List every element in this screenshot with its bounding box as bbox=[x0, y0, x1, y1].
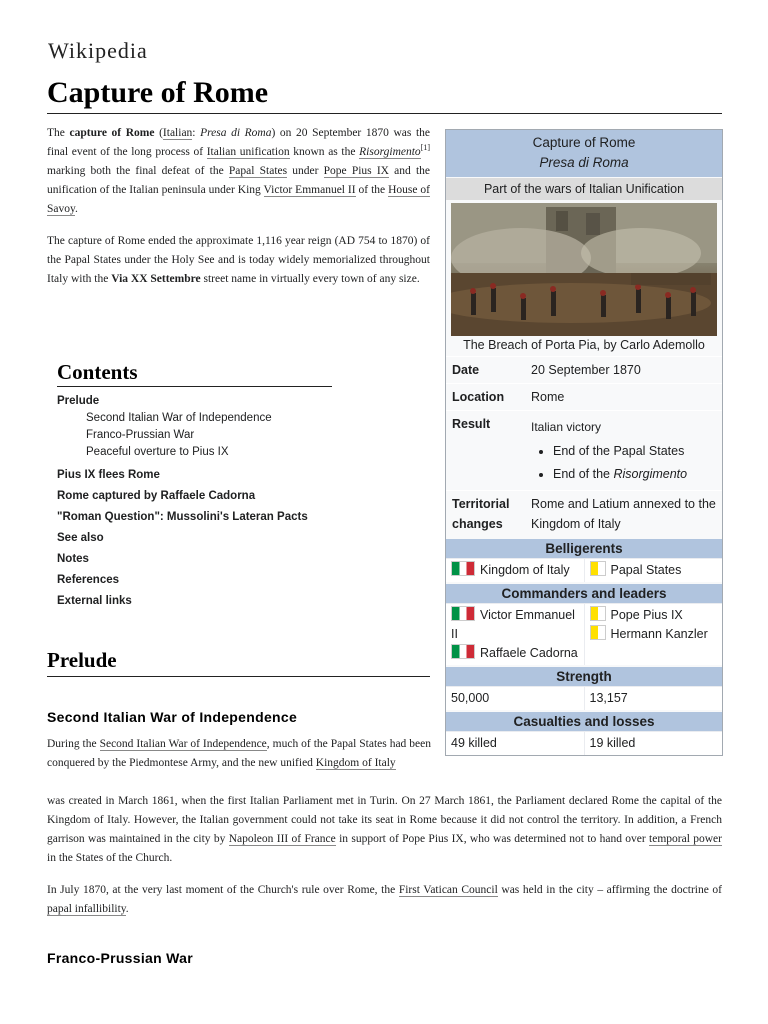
toc-title: Contents bbox=[57, 360, 332, 387]
wikipedia-wordmark[interactable]: Wikipedia bbox=[48, 38, 148, 63]
toc-item-roman-question[interactable]: "Roman Question": Mussolini's Lateran Pacts bbox=[57, 511, 308, 523]
subsection-heading-second-italian-war: Second Italian War of Independence bbox=[47, 709, 298, 725]
toc-item-second-italian-war[interactable]: Second Italian War of Independence bbox=[86, 412, 272, 424]
link-napoleon-iii[interactable]: Napoleon III of France bbox=[228, 833, 336, 845]
link-kingdom-of-italy[interactable]: Kingdom of Italy bbox=[480, 563, 570, 577]
citation-1[interactable]: [1] bbox=[420, 143, 431, 153]
link-risorgimento[interactable]: Risorgimento bbox=[359, 146, 421, 158]
infobox-belligerents-head: Belligerents bbox=[446, 539, 722, 558]
article-subject-bold: capture of Rome bbox=[69, 127, 155, 139]
link-pope-pius-ix[interactable]: Pope Pius IX bbox=[323, 165, 389, 177]
result-bullet-1: • End of the Papal States bbox=[553, 441, 716, 461]
table-of-contents bbox=[57, 360, 332, 612]
infobox-part-of[interactable]: Part of the wars of Italian Unification bbox=[446, 178, 722, 200]
toc-item-prelude[interactable]: Prelude bbox=[57, 395, 100, 407]
section-heading-prelude: Prelude bbox=[47, 648, 430, 677]
toc-item-peaceful-overture[interactable]: Peaceful overture to Pius IX bbox=[86, 446, 229, 458]
toc-item-references[interactable]: References bbox=[57, 574, 120, 586]
italy-flag-icon bbox=[451, 561, 475, 576]
page-title: Capture of Rome bbox=[47, 76, 722, 114]
intro-paragraph-2: The capture of Rome ended the approximate 1,116 year reign (AD 754 to 1870) of the Papal States under the Holy See and is today widely memorialized throughout Italy with the Via XX Settembre street name in virtually every town of any size. bbox=[47, 235, 430, 285]
subsection-heading-franco-prussian-war: Franco-Prussian War bbox=[47, 950, 193, 966]
link-papal-infallibility[interactable]: papal infallibility bbox=[47, 903, 126, 915]
link-kingdom-of-italy-text[interactable]: Kingdom of Italy bbox=[315, 757, 396, 769]
link-papal-states-belligerent[interactable]: Papal States bbox=[610, 563, 682, 577]
infobox-casualties: 49 killed 19 killed bbox=[446, 731, 722, 755]
link-papal-states[interactable]: Papal States bbox=[228, 165, 288, 177]
link-second-italian-war[interactable]: Second Italian War of Independence bbox=[99, 738, 267, 750]
link-first-vatican-council[interactable]: First Vatican Council bbox=[398, 884, 498, 896]
link-italian[interactable]: Italian bbox=[162, 127, 193, 139]
result-bullet-2: • End of the Risorgimento bbox=[553, 464, 716, 484]
prelude-paragraph-1-continued: was created in March 1861, when the first Italian Parliament met in Turin. On 27 March 1861, the Parliament declared Rome the capital of the Kingdom of Italy. However, the Italian government could not take its seat in Rome because it did not control the territory. In addition, a French garrison was maintained in the city by Napoleon III of France in support of Pope Pius IX, who was determined not to hand over temporal power in the States of the Church. bbox=[47, 795, 722, 864]
intro-paragraph-1: The capture of Rome (Italian: Presa di Roma) on 20 September 1870 was the final event of the long process of Italian unification known as the Risorgimento[1] marking both the final defeat of the Papal States under Pope Pius IX and the unification of the Italian peninsula under King Victor Emmanuel II of the House of Savoy. bbox=[47, 127, 431, 215]
link-victor-emmanuel-ii[interactable]: Victor Emmanuel II bbox=[263, 184, 356, 196]
infobox-strength-head: Strength bbox=[446, 667, 722, 686]
toc-item-franco-prussian-war[interactable]: Franco-Prussian War bbox=[86, 429, 195, 441]
infobox-row-territorial: Territorial changes Rome and Latium annexed to the Kingdom of Italy bbox=[446, 490, 722, 537]
infobox-title: Capture of Rome Presa di Roma bbox=[446, 130, 722, 177]
prelude-paragraph-2: In July 1870, at the very last moment of the Church's rule over Rome, the First Vatican Council was held in the city – affirming the doctrine of papal infallibility. bbox=[47, 884, 722, 915]
link-italian-unification[interactable]: Italian unification bbox=[206, 146, 290, 158]
papal-states-flag-icon bbox=[590, 625, 606, 640]
toc-item-notes[interactable]: Notes bbox=[57, 553, 89, 565]
toc-item-see-also[interactable]: See also bbox=[57, 532, 104, 544]
infobox-belligerents bbox=[446, 558, 722, 582]
link-victor-emmanuel-commander[interactable]: Victor Emmanuel II bbox=[451, 608, 575, 641]
infobox-casualties-head: Casualties and losses bbox=[446, 712, 722, 731]
infobox-image-caption: The Breach of Porta Pia, by Carlo Ademollo bbox=[463, 338, 705, 352]
italy-flag-icon bbox=[451, 606, 475, 621]
link-temporal-power[interactable]: temporal power bbox=[649, 833, 722, 845]
infobox-row-result: Result Italian victory • End of the Papal States • End of the Risorgimento bbox=[446, 410, 722, 490]
infobox-row-location: Location Rome bbox=[446, 383, 722, 410]
papal-states-flag-icon bbox=[590, 606, 606, 621]
link-house-of-savoy[interactable]: House of Savoy bbox=[47, 184, 431, 215]
infobox-strength: 50,000 13,157 bbox=[446, 686, 722, 710]
toc-item-external-links[interactable]: External links bbox=[57, 595, 132, 607]
toc-item-pius-flees[interactable]: Pius IX flees Rome bbox=[57, 469, 160, 481]
link-pope-pius-commander[interactable]: Pope Pius IX bbox=[610, 608, 683, 622]
italy-flag-icon bbox=[451, 644, 475, 659]
link-hermann-kanzler[interactable]: Hermann Kanzler bbox=[610, 627, 708, 641]
infobox bbox=[445, 129, 723, 756]
prelude-paragraph-1-text: During the Second Italian War of Independence, much of the Papal States had been conquered by the Piedmontese Army, and the new unified Kingdom of Italy bbox=[47, 738, 431, 769]
link-rome[interactable]: Rome bbox=[531, 390, 565, 404]
infobox-commanders-head: Commanders and leaders bbox=[446, 584, 722, 603]
infobox-commanders bbox=[446, 603, 722, 665]
breach-of-porta-pia-painting[interactable] bbox=[451, 203, 717, 336]
toc-item-rome-captured[interactable]: Rome captured by Raffaele Cadorna bbox=[57, 490, 256, 502]
infobox-row-date: Date 20 September 1870 bbox=[446, 356, 722, 383]
papal-states-flag-icon bbox=[590, 561, 606, 576]
link-raffaele-cadorna[interactable]: Raffaele Cadorna bbox=[480, 646, 578, 660]
